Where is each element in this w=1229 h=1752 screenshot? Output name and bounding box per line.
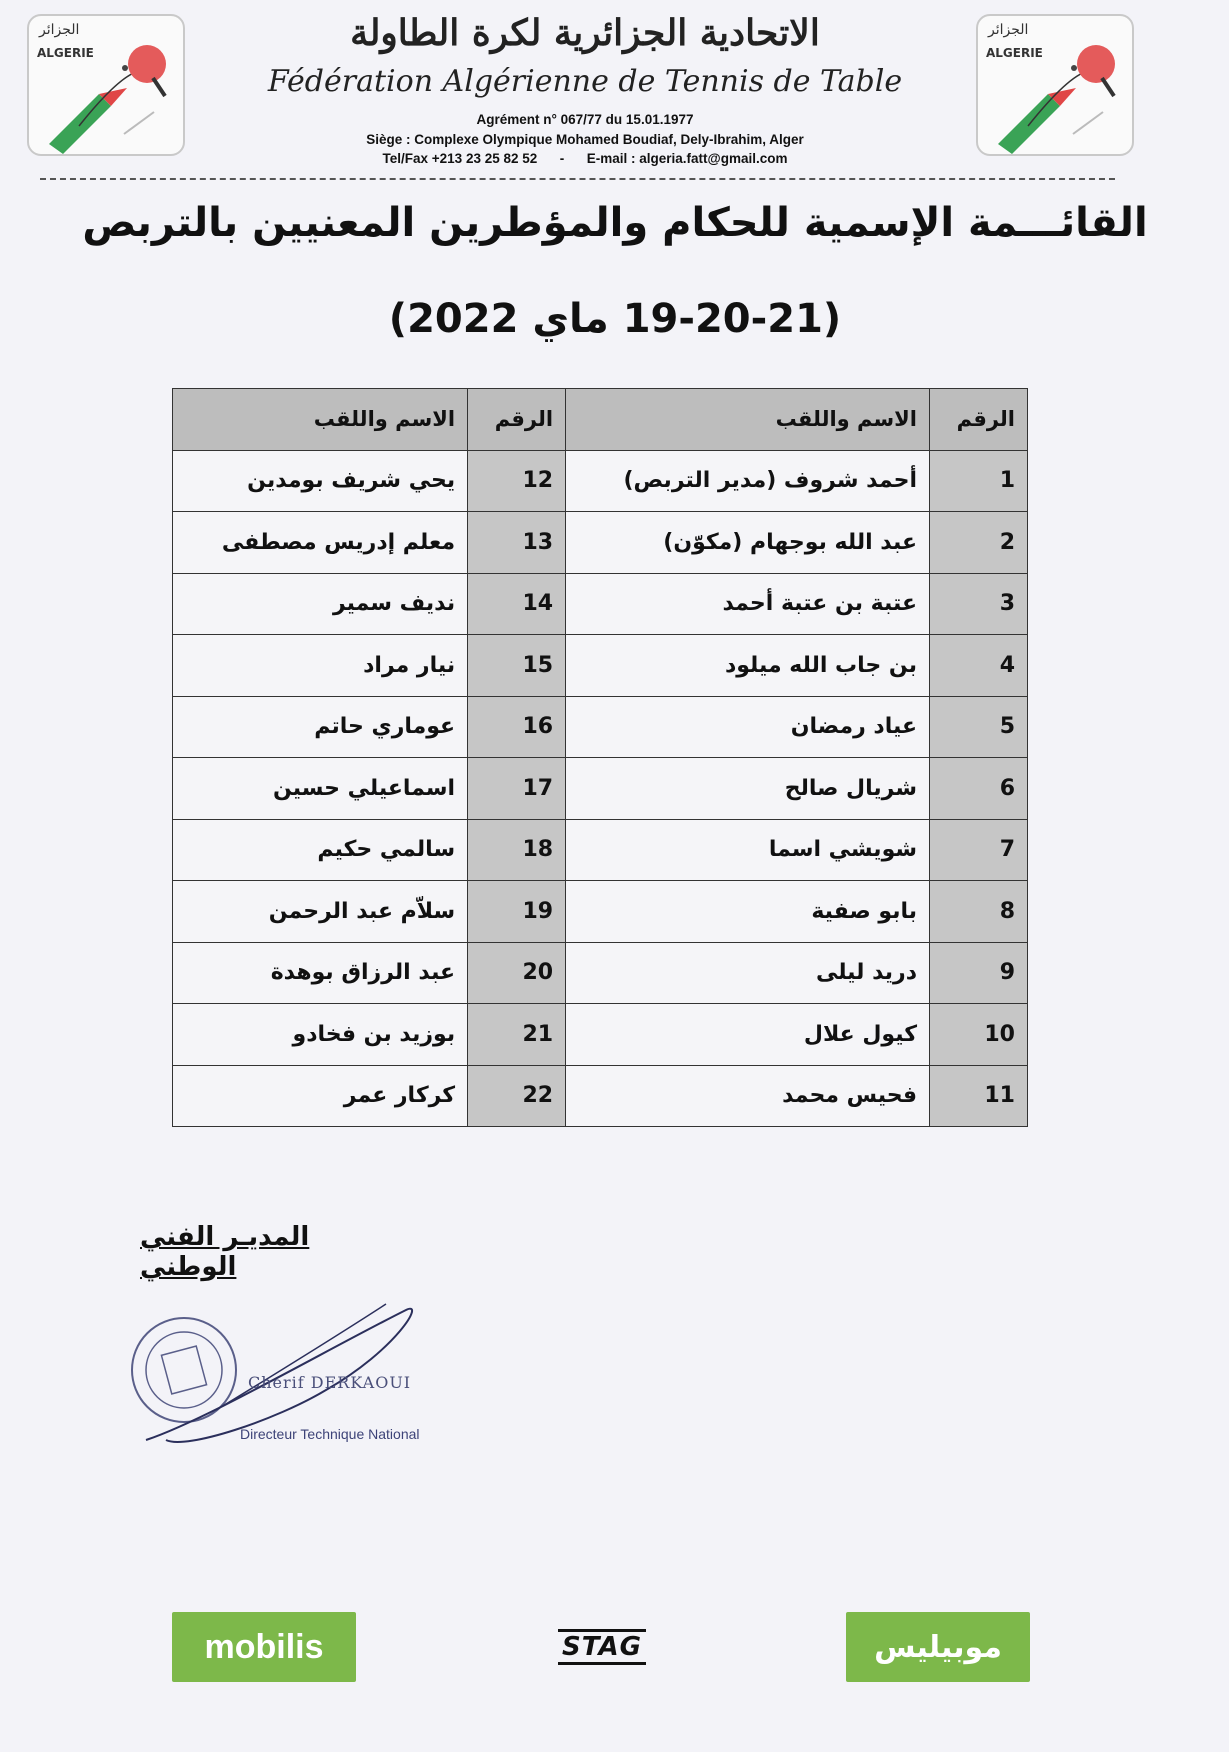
row-number: 22 [468, 1065, 566, 1127]
federation-logo-right [976, 14, 1134, 156]
row-number: 20 [468, 942, 566, 1004]
row-number: 2 [930, 512, 1028, 574]
logo-french-text: ALGERIE [37, 46, 94, 60]
row-name: كيول علال [566, 1004, 930, 1066]
contact-line: Tel/Fax +213 23 25 82 52 - E-mail : algeria.fatt@gmail.com [382, 151, 788, 166]
row-number: 1 [930, 450, 1028, 512]
row-number: 18 [468, 819, 566, 881]
table-row [173, 450, 1028, 512]
row-name: عبد الله بوجهام (مكوّن) [566, 512, 930, 574]
document-title: القائـــمة الإسمية للحكام والمؤطرين المعنيين بالتربص [82, 200, 1148, 246]
row-number: 3 [930, 573, 1028, 635]
table-body [173, 450, 1028, 1127]
logo-arabic-text: الجزائر [39, 22, 80, 38]
row-number: 15 [468, 635, 566, 697]
row-number: 11 [930, 1065, 1028, 1127]
row-number: 21 [468, 1004, 566, 1066]
row-name: بابو صفية [566, 881, 930, 943]
referees-table [172, 388, 1028, 1127]
row-number: 17 [468, 758, 566, 820]
sponsor-stag-text: STAG [558, 1629, 646, 1665]
sponsor-mobilis-logo [172, 1612, 356, 1682]
row-number: 6 [930, 758, 1028, 820]
row-number: 4 [930, 635, 1028, 697]
row-name: شويشي اسما [566, 819, 930, 881]
table-row [173, 881, 1028, 943]
sponsor-mobilis-text: mobilis [204, 1627, 324, 1666]
logo-arabic-text: الجزائر [988, 22, 1029, 38]
row-name: دريد ليلى [566, 942, 930, 1004]
agrement-line: Agrément n° 067/77 du 15.01.1977 [476, 112, 694, 127]
row-name: بن جاب الله ميلود [566, 635, 930, 697]
logo-french-text: ALGERIE [986, 46, 1043, 60]
federation-logo-left [27, 14, 185, 156]
row-number: 12 [468, 450, 566, 512]
document-dates: (19-20-21 ماي 2022) [388, 296, 842, 342]
table-header-row [173, 389, 1028, 451]
row-name: سلاّم عبد الرحمن [173, 881, 468, 943]
header-number-2: الرقم [468, 389, 566, 451]
row-name: شريال صالح [566, 758, 930, 820]
header-divider [40, 178, 1115, 180]
row-name: يحي شريف بومدين [173, 450, 468, 512]
row-name: سالمي حكيم [173, 819, 468, 881]
row-number: 8 [930, 881, 1028, 943]
row-name: معلم إدريس مصطفى [173, 512, 468, 574]
row-name: عبد الرزاق بوهدة [173, 942, 468, 1004]
header-name-1: الاسم واللقب [566, 389, 930, 451]
row-number: 19 [468, 881, 566, 943]
table-row [173, 942, 1028, 1004]
table-row [173, 758, 1028, 820]
row-number: 9 [930, 942, 1028, 1004]
sponsor-stag-logo [540, 1612, 664, 1682]
federation-name-arabic: الاتحادية الجزائرية لكرة الطاولة [350, 12, 820, 54]
row-number: 7 [930, 819, 1028, 881]
row-name: نديف سمير [173, 573, 468, 635]
row-name: فحيس محمد [566, 1065, 930, 1127]
row-number: 14 [468, 573, 566, 635]
row-number: 16 [468, 696, 566, 758]
row-name: عتبة بن عتبة أحمد [566, 573, 930, 635]
table-row [173, 819, 1028, 881]
table-row [173, 1065, 1028, 1127]
row-name: كركار عمر [173, 1065, 468, 1127]
director-label: المديـر الفني الوطني [140, 1222, 310, 1282]
header-name-2: الاسم واللقب [173, 389, 468, 451]
table-row [173, 512, 1028, 574]
sponsor-mobilis-arabic-text: موبيليس [874, 1629, 1002, 1665]
table-row [173, 635, 1028, 697]
table-row [173, 696, 1028, 758]
row-name: عياد رمضان [566, 696, 930, 758]
table-row [173, 573, 1028, 635]
row-name: نيار مراد [173, 635, 468, 697]
row-number: 13 [468, 512, 566, 574]
row-name: عوماري حاتم [173, 696, 468, 758]
signatory-name: Cherif DERKAOUI [248, 1373, 412, 1392]
row-number: 5 [930, 696, 1028, 758]
header-number-1: الرقم [930, 389, 1028, 451]
row-name: بوزيد بن فخادو [173, 1004, 468, 1066]
row-name: أحمد شروف (مدير التربص) [566, 450, 930, 512]
row-number: 10 [930, 1004, 1028, 1066]
row-name: اسماعيلي حسين [173, 758, 468, 820]
federation-name-french: Fédération Algérienne de Tennis de Table [267, 64, 903, 99]
signatory-role: Directeur Technique National [240, 1426, 420, 1442]
siege-line: Siège : Complexe Olympique Mohamed Boudiaf, Dely-Ibrahim, Alger [366, 132, 804, 147]
table-row [173, 1004, 1028, 1066]
sponsor-mobilis-arabic-logo [846, 1612, 1030, 1682]
